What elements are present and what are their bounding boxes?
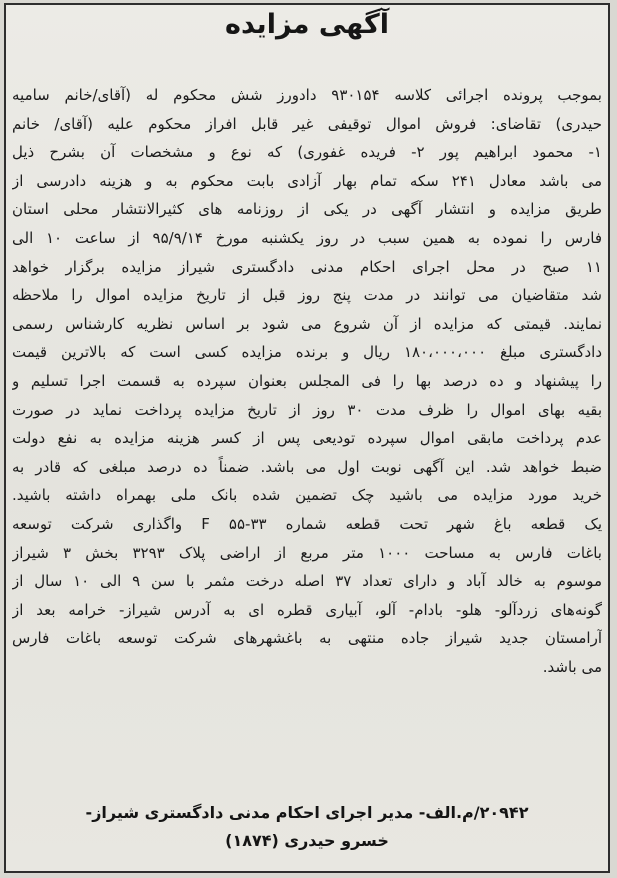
body-line-3: ۱- محمود ابراهیم پور ۲- فریده غفوری) که نوع و مشخصات آن بشرح ذیل [12, 143, 602, 162]
body-line-16: یک قطعه باغ شهر تحت قطعه شماره ۳۳-۵۵ F واگذاری شرکت توسعه [12, 514, 602, 533]
body-line-10: دادگستری مبلغ ۱۸۰،۰۰۰،۰۰۰ ریال و برنده مزایده کسی است که بالاترین قیمت [12, 343, 602, 362]
notice-title: آگهی مزایده [225, 9, 389, 40]
notice-body [12, 81, 602, 681]
body-line-7: ۱۱ صبح در محل اجرای احکام مدنی دادگستری شیراز مزایده برگزار خواهد [12, 257, 602, 276]
signature-name: خسرو حیدری (۱۸۷۴) [225, 831, 389, 850]
body-line-14: ضبط خواهد شد. این آگهی نوبت اول می باشد. ضمناً ده درصد مبلغی که قادر به [12, 457, 602, 476]
body-line-5: طریق مزایده و انتشار آگهی در یکی از روزنامه های کثیرالانتشار محلی استان [12, 200, 602, 219]
body-line-1: بموجب پرونده اجرائی کلاسه ۹۳۰۱۵۴ دادورز شش محکوم له (آقای/خانم سامیه [12, 86, 602, 104]
body-line-21: می باشد. [542, 657, 602, 676]
body-line-13: عدم پرداخت مابقی اموال سپرده تودیعی پس از کسر هزینه مزایده به نفع دولت [12, 429, 602, 448]
body-line-18: موسوم به خالد آباد و دارای تعداد ۳۷ اصله درخت مثمر با سن ۹ الی ۱۰ سال از [12, 572, 602, 591]
body-line-20: آرامستان جدید شیراز جاده منتهی به باغشهرهای شرکت توسعه باغات فارس [12, 629, 602, 648]
body-line-11: را پیشنهاد و ده درصد بها را فی المجلس بعنوان سپرده به قسمت اجرا تسلیم و [12, 371, 602, 390]
signature-office: ۲۰۹۴۲/م.الف- مدیر اجرای احکام مدنی دادگستری شیراز- [85, 803, 529, 822]
body-line-6: فارس را نموده به همین سبب در روز یکشنبه مورخ ۹۵/۹/۱۴ از ساعت ۱۰ الی [12, 228, 602, 247]
body-line-15: خرید مورد مزایده می باشید چک تضمین شده بانک ملی بهمراه داشته باشید. [12, 486, 602, 505]
body-line-12: بقیه بهای اموال را ظرف مدت ۳۰ روز از تاریخ مزایده پرداخت نماید در صورت [12, 400, 602, 419]
body-line-9: نمایند. قیمتی که مزایده از آن شروع می شود بر اساس نظریه کارشناس رسمی [12, 314, 602, 333]
body-line-2: حیدری) تقاضای: فروش اموال توقیفی غیر قابل افراز محکوم علیه (آقای/ خانم [12, 114, 602, 133]
notice-signature [16, 799, 598, 855]
body-line-17: باغات فارس به مساحت ۱۰۰۰ متر مربع از اراضی پلاک ۳۲۹۳ بخش ۳ شیراز [12, 543, 602, 562]
body-line-8: شد متقاضیان می توانند در مدت پنج روز قبل از تاریخ مزایده اموال را ملاحظه [12, 286, 602, 305]
body-line-4: می باشد معادل ۲۴۱ سکه تمام بهار آزادی بابت محکوم به و هزینه دادرسی از [12, 171, 602, 190]
notice-paper [4, 3, 610, 873]
body-line-19: گونه‌های زردآلو- هلو- بادام- آلو، آبیاری قطره ای به آدرس شیراز- خرامه بعد از [12, 600, 602, 619]
